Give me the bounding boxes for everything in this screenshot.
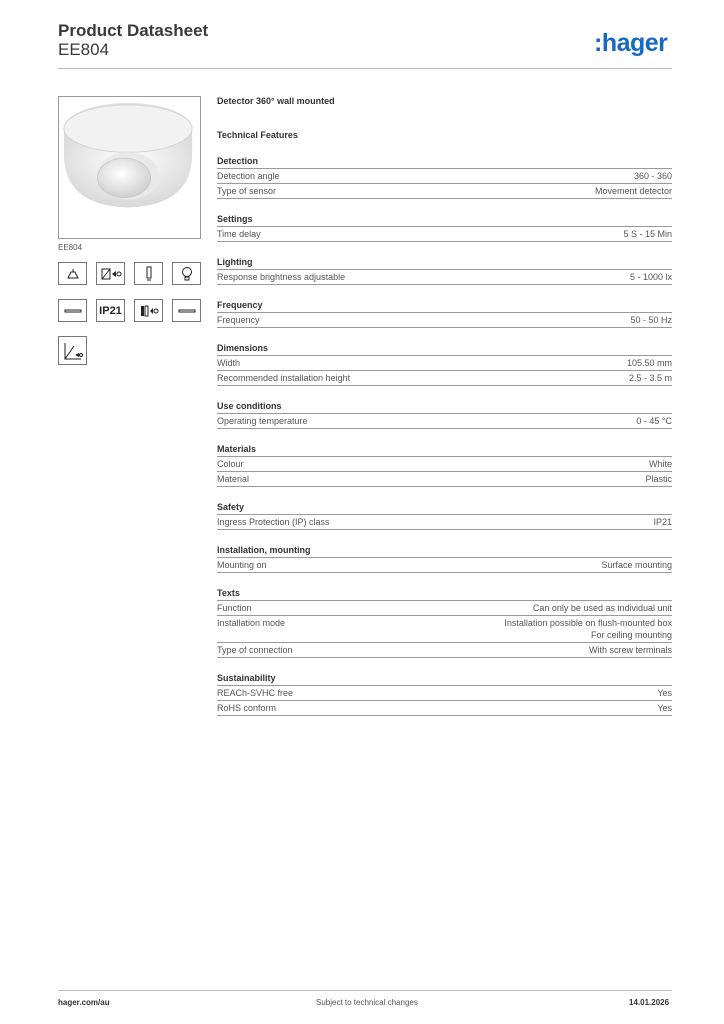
spec-label: Width [217, 358, 241, 368]
spec-label: Colour [217, 459, 244, 469]
spec-value: Installation possible on flush-mounted box For ceiling mounting [504, 618, 672, 640]
pir-detector-icon [96, 262, 125, 285]
spec-row [217, 356, 672, 371]
wire-length-icon [58, 299, 87, 322]
spec-value: Yes [657, 688, 672, 698]
spec-section [217, 213, 672, 242]
wire-length-icon-2 [172, 299, 201, 322]
spec-row [217, 686, 672, 701]
spec-label: Function [217, 603, 252, 613]
footer-website: hager.com/au [58, 998, 110, 1007]
spec-label: Material [217, 474, 250, 484]
spec-value: Yes [657, 703, 672, 713]
spec-value: Movement detector [594, 186, 672, 196]
section-title: Detection [217, 155, 672, 169]
spec-row [217, 227, 672, 242]
spec-row [217, 457, 672, 472]
spec-value: Can only be used as individual unit [532, 603, 672, 613]
spec-label: Installation mode [217, 618, 286, 628]
spec-label: Operating temperature [217, 416, 308, 426]
section-title: Safety [217, 501, 672, 515]
fluorescent-tube-icon [134, 262, 163, 285]
spec-value: 2.5 - 3.5 m [628, 373, 672, 383]
technical-features-heading: Technical Features [217, 130, 298, 140]
spec-row [217, 701, 672, 716]
product-code: EE804 [58, 40, 110, 59]
ip-rating-text: IP21 [99, 304, 122, 317]
spec-row [217, 643, 672, 658]
spec-section [217, 155, 672, 199]
spec-value: 360 - 360 [633, 171, 672, 181]
spec-value: 5 S - 15 Min [623, 229, 672, 239]
spec-row [217, 616, 672, 643]
section-title: Use conditions [217, 400, 672, 414]
spec-section [217, 587, 672, 658]
spec-row [217, 472, 672, 487]
spec-label: Type of sensor [217, 186, 277, 196]
spec-value: 0 - 45 °C [636, 416, 672, 426]
spec-label: RoHS conform [217, 703, 277, 713]
spec-section [217, 501, 672, 530]
page-title: Product Datasheet [58, 21, 209, 40]
spec-row [217, 270, 672, 285]
section-title: Frequency [217, 299, 672, 313]
spec-label: REACh-SVHC free [217, 688, 294, 698]
spec-section [217, 299, 672, 328]
mounting-angle-icon [58, 336, 87, 365]
section-title: Sustainability [217, 672, 672, 686]
footer-divider [58, 990, 672, 991]
bulb-icon [172, 262, 201, 285]
spec-section [217, 672, 672, 716]
footer-note: Subject to technical changes [316, 998, 418, 1007]
fixture-detector-icon [134, 299, 163, 322]
spec-content [217, 95, 672, 716]
spec-row [217, 313, 672, 328]
spec-row [217, 601, 672, 616]
spec-section [217, 544, 672, 573]
spec-value: With screw terminals [588, 645, 672, 655]
spec-label: Ingress Protection (IP) class [217, 517, 330, 527]
ip-rating-icon [96, 299, 125, 322]
spec-row [217, 169, 672, 184]
spec-section [217, 256, 672, 285]
spec-value: IP21 [653, 517, 672, 527]
spec-value: 5 - 1000 lx [629, 272, 672, 282]
detector-illustration [59, 97, 200, 238]
section-title: Dimensions [217, 342, 672, 356]
section-title: Installation, mounting [217, 544, 672, 558]
section-title: Lighting [217, 256, 672, 270]
spec-label: Frequency [217, 315, 260, 325]
spec-value: 105.50 mm [626, 358, 672, 368]
spec-value: White [648, 459, 672, 469]
product-name: Detector 360° wall mounted [217, 96, 335, 106]
section-title: Materials [217, 443, 672, 457]
footer-date: 14.01.2026 [629, 998, 670, 1007]
spec-row [217, 414, 672, 429]
section-title: Settings [217, 213, 672, 227]
spec-value: Plastic [645, 474, 672, 484]
spec-value: Surface mounting [601, 560, 672, 570]
header-divider [58, 68, 672, 69]
spec-label: Time delay [217, 229, 261, 239]
product-photo [58, 96, 201, 239]
ceiling-mount-icon [58, 262, 87, 285]
spec-row [217, 515, 672, 530]
spec-sections [217, 155, 672, 716]
spec-row [217, 371, 672, 386]
spec-label: Detection angle [217, 171, 280, 181]
spec-label: Response brightness adjustable [217, 272, 346, 282]
photo-caption: EE804 [58, 243, 83, 252]
section-title: Texts [217, 587, 672, 601]
spec-label: Mounting on [217, 560, 267, 570]
spec-value: 50 - 50 Hz [630, 315, 672, 325]
spec-section [217, 400, 672, 429]
spec-row [217, 558, 672, 573]
spec-label: Recommended installation height [217, 373, 351, 383]
spec-row [217, 184, 672, 199]
hager-logo: :hager [594, 29, 668, 57]
spec-section [217, 443, 672, 487]
spec-section [217, 342, 672, 386]
spec-label: Type of connection [217, 645, 293, 655]
